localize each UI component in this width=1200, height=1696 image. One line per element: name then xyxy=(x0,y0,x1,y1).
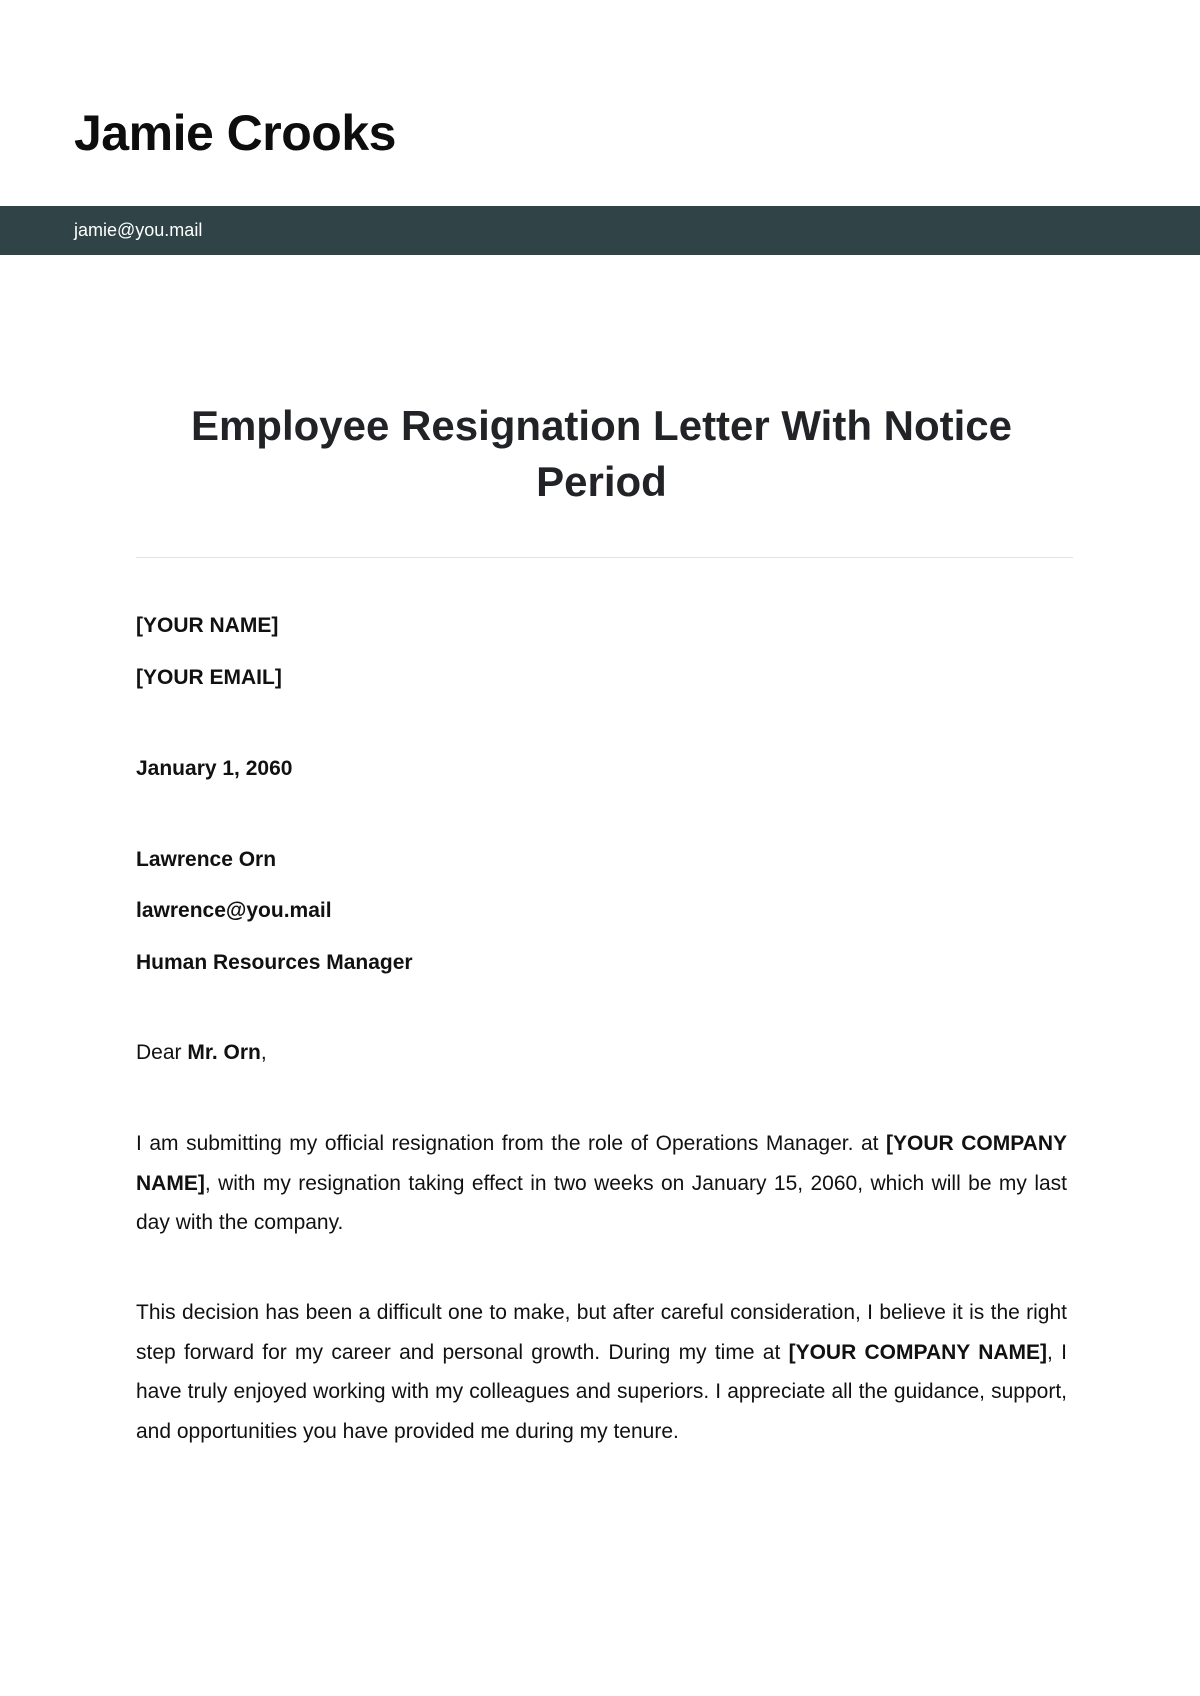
document-title: Employee Resignation Letter With Notice Period xyxy=(190,402,1013,505)
paragraph-1-text-b: , with my resignation taking effect in two weeks on January 15, 2060, which will be my last day with the company. xyxy=(136,1171,1067,1234)
salutation-suffix: , xyxy=(260,1041,267,1064)
paragraph-2 xyxy=(136,1293,1067,1451)
sender-name: [YOUR NAME] xyxy=(136,614,279,637)
company-placeholder: [YOUR COMPANY NAME] xyxy=(788,1340,1048,1364)
salutation-prefix: Dear xyxy=(136,1041,188,1064)
paragraph-1-text-a: I am submitting my official resignation from the role of Operations Manager. at xyxy=(136,1132,887,1155)
paragraph-2-text-b: , I have truly enjoyed working with my colleagues and superiors. I appreciate all the guidance, support, and opportunities you have provided me during my tenure. xyxy=(136,1340,1067,1443)
contact-bar xyxy=(0,206,1200,255)
paragraph-2-text-a: This decision has been a difficult one to make, but after careful consideration, I believe it is the right step forward for my career and personal growth. During my time at xyxy=(136,1301,1067,1364)
salutation xyxy=(136,1033,1067,1073)
recipient-name: Lawrence Orn xyxy=(136,848,277,871)
recipient-email: lawrence@you.mail xyxy=(136,899,332,922)
salutation-name: Mr. Orn xyxy=(187,1041,261,1064)
author-name: Jamie Crooks xyxy=(74,105,396,161)
paragraph-1 xyxy=(136,1124,1067,1243)
divider xyxy=(136,557,1073,558)
letter-date: January 1, 2060 xyxy=(136,757,293,780)
sender-email: [YOUR EMAIL] xyxy=(136,666,282,689)
company-placeholder: [YOUR COMPANY NAME] xyxy=(136,1132,1067,1195)
recipient-position: Human Resources Manager xyxy=(136,951,413,974)
author-email: jamie@you.mail xyxy=(74,220,203,240)
